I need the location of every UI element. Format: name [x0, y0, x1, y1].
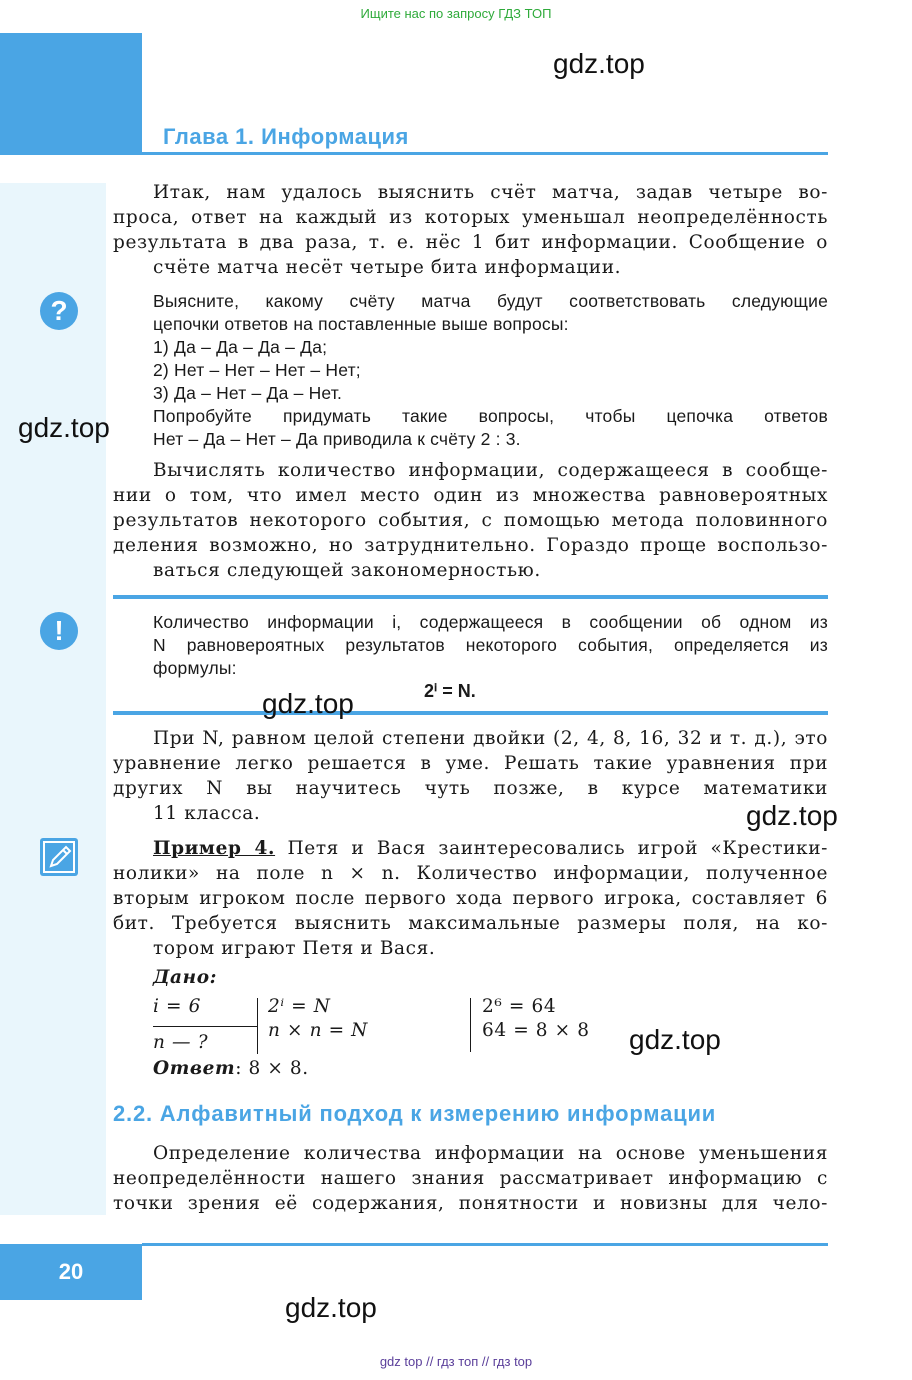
paragraph-1 [113, 180, 828, 280]
question-item-2: 2) Нет – Нет – Нет – Нет; [153, 360, 361, 380]
question-intro-last: цепочки ответов на поставленные выше вопросы: [153, 314, 569, 334]
example-line: 6 бит. Требуется выяснить максимальные размеры поля, на ко- [113, 888, 829, 934]
important-block [153, 611, 828, 680]
watermark: gdz.top [629, 1024, 721, 1055]
calc-line-1: 2⁶ = 64 [482, 996, 557, 1017]
para2-line: нии о том, что имел место один из множества равновероятных [113, 485, 828, 506]
para2-line: деления возможно, но затруднительно. Гораздо проще воспользо- [113, 535, 828, 556]
section-title: 2.2. Алфавитный подход к измерению информации [113, 1101, 717, 1126]
watermark: gdz.top [553, 48, 645, 79]
given-separator [257, 998, 258, 1054]
para4-line: неопределённости нашего знания рассматривает информацию с [113, 1168, 828, 1189]
paragraph-4 [113, 1141, 828, 1216]
side-strip [0, 183, 106, 1215]
example-last-line: тором играют Петя и Вася. [153, 938, 436, 959]
para3-line: При N, равном целой степени двойки (2, 4, 8, 16, 32 и т. д.), [153, 728, 788, 749]
question-item-1: 1) Да – Да – Да – Да; [153, 337, 328, 357]
para2-last-line: ваться следующей закономерностью. [153, 560, 541, 581]
footer-links: gdz top // гдз топ // гдз top [379, 1354, 533, 1369]
question-try-last: Нет – Да – Нет – Да приводила к счёту 2 : 3. [153, 429, 521, 449]
question-item-3: 3) Да – Нет – Да – Нет. [153, 383, 343, 403]
para1-line: Итак, нам удалось выяснить счёт матча, задав четыре во- [153, 182, 828, 203]
example-label: Пример 4. [153, 838, 276, 859]
important-line-3: формулы: [153, 658, 237, 678]
question-intro: Выясните, какому счёту матча будут соответствовать следующие [153, 291, 828, 311]
question-block [153, 290, 828, 451]
bottom-rule [142, 1243, 828, 1246]
given-value: i = 6 [153, 996, 201, 1017]
important-bottom-rule [113, 711, 828, 715]
para4-line: Определение количества информации на основе уменьшения [153, 1143, 828, 1164]
para1-line: результата в два раза, т. е. нёс 1 бит информации. Сообщение о [113, 232, 828, 253]
example-line-1: Петя и Вася заинтересовались игрой «Крестики- [275, 838, 828, 859]
paragraph-3 [113, 726, 828, 826]
exclamation-icon: ! [40, 612, 78, 650]
paragraph-2 [113, 458, 828, 583]
important-line-2: N равновероятных результатов некоторого события, определяется из [153, 635, 828, 655]
para1-line: проса, ответ на каждый из которых уменьшал неопределённость [113, 207, 828, 228]
header-color-block [0, 33, 142, 155]
formula: 2ⁱ = N. [424, 681, 476, 701]
important-top-rule [113, 595, 828, 599]
para2-line: результатов некоторого события, с помощью метода половинного [113, 510, 828, 531]
watermark: gdz.top [262, 688, 354, 719]
para3-line: при других N вы научитесь чуть позже, в курсе математики [113, 753, 829, 799]
para3-line: это уравнение легко решается в уме. Решать такие уравнения [113, 728, 829, 774]
para2-line: Вычислять количество информации, содержащееся в сообще- [153, 460, 828, 481]
chapter-title: Глава 1. Информация [163, 124, 409, 149]
important-line-1: Количество информации i, содержащееся в сообщении об одном из [153, 612, 828, 632]
top-banner: Ищите нас по запросу ГДЗ ТОП [360, 6, 552, 21]
para4-line: точки зрения её содержания, понятности и новизны для чело- [113, 1193, 828, 1214]
para1-last-line: счёте матча несёт четыре бита информации. [153, 257, 622, 278]
watermark: gdz.top [18, 412, 110, 443]
header-rule [142, 152, 828, 155]
given-underline [153, 1026, 257, 1027]
answer-value: : 8 × 8. [235, 1058, 309, 1079]
watermark: gdz.top [285, 1292, 377, 1323]
example-line: вторым игроком после первого хода первого игрока, составляет [113, 888, 806, 909]
page-number: 20 [0, 1244, 142, 1300]
answer-label: Ответ [153, 1058, 236, 1079]
answer [153, 1058, 309, 1079]
find-value: n — ? [153, 1032, 209, 1053]
solution-line-1: 2ⁱ = N [268, 996, 331, 1017]
calc-separator [470, 998, 471, 1052]
pencil-icon [40, 838, 78, 876]
watermark: gdz.top [746, 800, 838, 831]
para3-last-line: 11 класса. [153, 803, 261, 824]
given-label: Дано: [153, 967, 218, 988]
calc-line-2: 64 = 8 × 8 [482, 1020, 590, 1041]
question-try: Попробуйте придумать такие вопросы, чтобы цепочка ответов [153, 406, 828, 426]
example-text [113, 836, 828, 961]
example-line: нолики» на поле n × n. Количество информации, полученное [113, 863, 828, 884]
question-icon: ? [40, 292, 78, 330]
solution-line-2: n × n = N [268, 1020, 368, 1041]
